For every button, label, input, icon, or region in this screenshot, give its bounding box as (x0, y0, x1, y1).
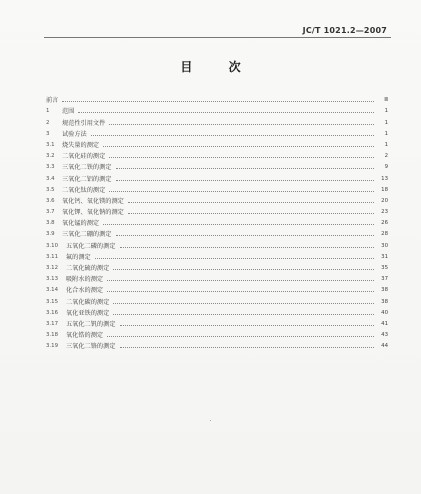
toc-entry-page: 44 (381, 343, 388, 350)
toc-leader-dots (113, 269, 374, 270)
toc-entry-number: 3.7 (46, 209, 55, 216)
toc-leader-dots (120, 325, 375, 326)
toc-entry-page: Ⅲ (384, 97, 388, 104)
toc-entry-page: 1 (384, 108, 388, 115)
toc-entry-label: 三氧化二铬的测定 (66, 343, 116, 351)
toc-entry-label: 吸附水的测定 (66, 276, 104, 284)
toc-entry-label: 二氧化钛的测定 (62, 186, 106, 194)
toc-entry-label: 三氧化二硼的测定 (62, 231, 112, 239)
toc-leader-dots (107, 280, 374, 281)
toc-entry (46, 127, 388, 138)
toc-entry-page: 41 (381, 320, 388, 327)
toc-entry-page: 9 (384, 164, 388, 171)
toc-entry-number: 3.2 (46, 153, 55, 160)
toc-leader-dots (120, 347, 375, 348)
toc-entry (46, 294, 388, 305)
toc-entry (46, 93, 388, 104)
toc-entry-page: 40 (381, 309, 388, 316)
toc-entry (46, 283, 388, 294)
toc-entry-label: 氧化钾、氧化钠的测定 (62, 209, 124, 217)
toc-leader-dots (91, 135, 374, 136)
toc-entry-number: 3.10 (46, 242, 59, 249)
toc-entry-number: 3.18 (46, 332, 59, 339)
toc-entry-label: 三氧化二铁的测定 (62, 164, 112, 172)
toc-leader-dots (120, 247, 375, 248)
page-marker: · (209, 418, 212, 425)
toc-entry-number: 3.8 (46, 220, 55, 227)
toc-entry-page: 2 (384, 153, 388, 160)
toc-entry-number: 3.19 (46, 343, 59, 350)
toc-entry-number: 3.6 (46, 197, 55, 204)
toc-entry (46, 339, 388, 350)
toc-entry (46, 115, 388, 126)
toc-entry-page: 35 (381, 265, 388, 271)
toc-entry (46, 272, 388, 283)
toc-entry (46, 216, 388, 227)
toc-entry-label: 氧化亚铁的测定 (66, 309, 110, 317)
toc-entry-number: 1 (46, 108, 50, 115)
toc-entry-label: 氟的测定 (66, 253, 91, 261)
toc-entry-label: 试验方法 (62, 130, 87, 138)
toc-entry-number: 3.4 (46, 175, 55, 182)
toc-entry (46, 250, 388, 261)
toc-entry-label: 氧化锰的测定 (62, 220, 100, 228)
toc-entry (46, 317, 388, 328)
toc-leader-dots (107, 336, 374, 337)
toc-leader-dots (103, 146, 374, 147)
toc-entry-page: 1 (384, 141, 388, 148)
toc-entry-label: 二氧化硫的测定 (66, 265, 110, 272)
toc-entry-number: 3.5 (46, 186, 55, 193)
toc-entry-number: 3.11 (46, 253, 59, 260)
standard-code: JC/T 1021.2—2007 (302, 26, 387, 35)
toc-entry-number: 3.3 (46, 164, 55, 171)
toc-entry-page: 38 (381, 298, 388, 305)
toc-leader-dots (109, 124, 374, 125)
toc-entry-page: 28 (381, 231, 388, 238)
toc-entry (46, 160, 388, 171)
toc-entry-number: 3.14 (46, 287, 59, 294)
toc-entry (46, 227, 388, 238)
toc-entry-page: 1 (384, 130, 388, 137)
toc-entry-label: 烧失量的测定 (62, 141, 100, 149)
toc-entry-number: 3.9 (46, 231, 55, 238)
toc-entry-page: 26 (381, 220, 388, 227)
header-rule (44, 37, 391, 38)
toc-leader-dots (95, 258, 374, 259)
toc-entry-label: 前言 (46, 97, 59, 105)
toc-leader-dots (128, 213, 374, 214)
toc-entry-page: 43 (381, 332, 388, 339)
toc-entry-label: 范围 (62, 108, 75, 116)
toc-entry (46, 138, 388, 149)
toc-entry-page: 23 (381, 209, 388, 216)
toc-leader-dots (107, 291, 374, 292)
toc-title: 目 次 (180, 60, 257, 74)
toc-entry (46, 183, 388, 194)
toc-entry-page: 38 (381, 287, 388, 294)
toc-entry-page: 37 (381, 276, 388, 283)
toc-entry-page: 31 (381, 253, 388, 260)
toc-entry-number: 2 (46, 119, 50, 126)
toc-entry (46, 205, 388, 216)
toc-entry (46, 328, 388, 339)
toc-entry-label: 二氧化硅的测定 (62, 153, 106, 161)
toc-entry (46, 306, 388, 317)
toc-entry-label: 氧化钙、氧化镁的测定 (62, 197, 124, 205)
toc-entry-number: 3.15 (46, 298, 59, 305)
toc-entry (46, 194, 388, 205)
toc-entry-page: 13 (381, 175, 388, 182)
toc-entry-number: 3.1 (46, 141, 55, 148)
toc-leader-dots (116, 180, 375, 181)
toc-leader-dots (109, 191, 374, 192)
toc-entry-label: 五氧化二钒的测定 (66, 320, 116, 328)
toc-entry (46, 238, 388, 249)
toc-entry-number: 3.16 (46, 309, 59, 316)
toc-entry-number: 3.12 (46, 265, 59, 271)
toc-leader-dots (62, 101, 374, 102)
toc-entry-page: 30 (381, 242, 388, 249)
toc-entry-number: 3.17 (46, 320, 59, 327)
toc-leader-dots (109, 157, 374, 158)
toc-entry-page: 18 (381, 186, 388, 193)
toc-entry-number: 3.13 (46, 276, 59, 283)
toc-leader-dots (78, 112, 374, 113)
toc-entry-page: 20 (381, 197, 388, 204)
toc-entry-label: 二氧化碳的测定 (66, 298, 110, 306)
toc-leader-dots (113, 303, 374, 304)
toc-leader-dots (116, 235, 375, 236)
toc-entry-label: 三氧化二铝的测定 (62, 175, 112, 183)
toc-leader-dots (128, 202, 374, 203)
toc-entry (46, 149, 388, 160)
toc-entry-label: 规范性引用文件 (62, 119, 106, 127)
toc-leader-dots (116, 168, 375, 169)
table-of-contents (46, 93, 388, 350)
toc-leader-dots (103, 224, 374, 225)
toc-entry (46, 261, 388, 272)
toc-entry (46, 104, 388, 115)
toc-entry-page: 1 (384, 119, 388, 126)
toc-leader-dots (113, 314, 374, 315)
toc-entry-label: 氧化锆的测定 (66, 332, 104, 340)
toc-entry-label: 五氧化二磷的测定 (66, 242, 116, 250)
toc-entry-label: 化合水的测定 (66, 287, 104, 295)
toc-entry-number: 3 (46, 130, 50, 137)
toc-entry (46, 171, 388, 182)
